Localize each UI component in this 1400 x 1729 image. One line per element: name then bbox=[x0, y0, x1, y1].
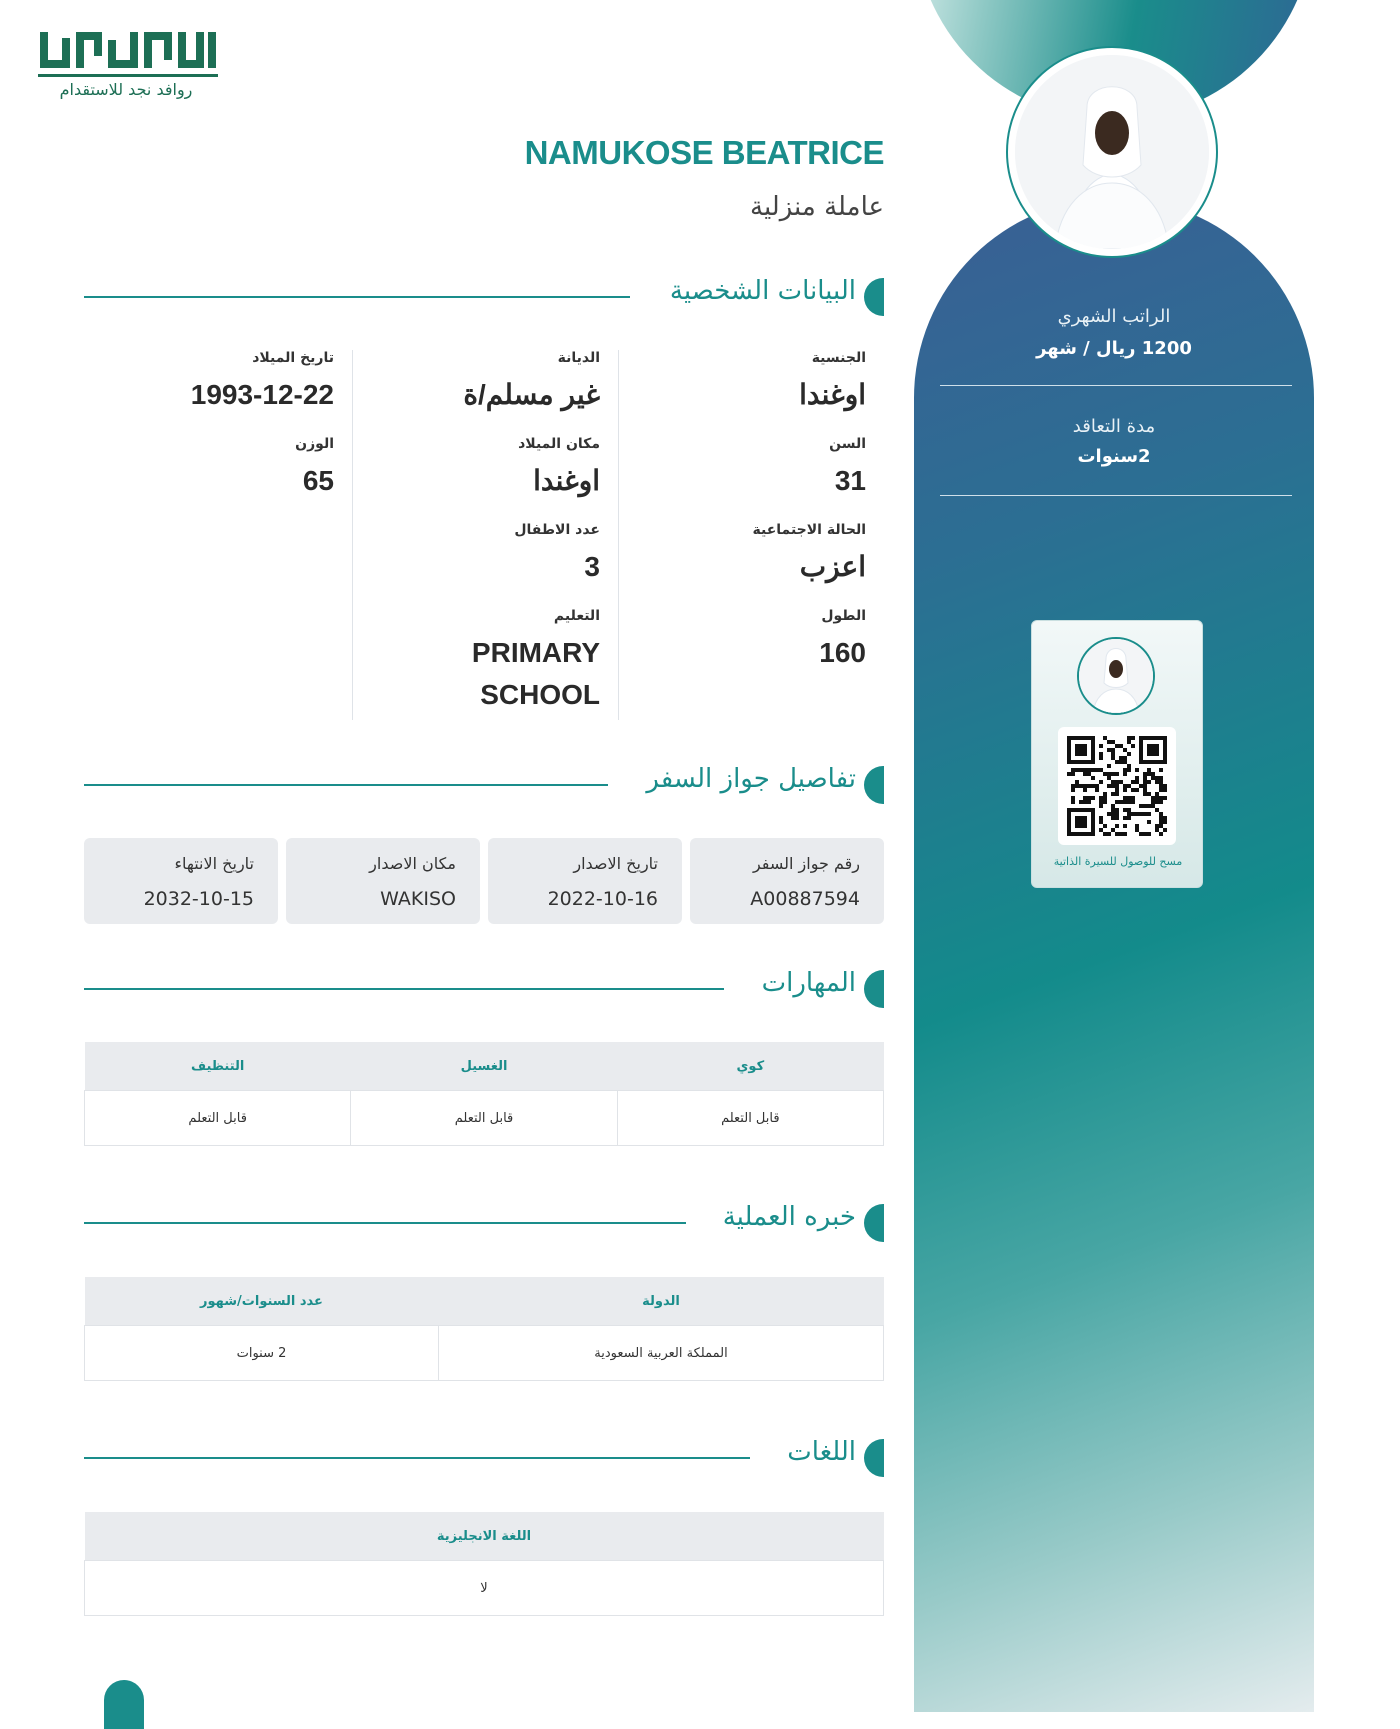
field-label: السن bbox=[829, 436, 866, 452]
field-value: PRIMARY SCHOOL bbox=[471, 637, 600, 710]
field-value: WAKISO bbox=[380, 888, 456, 910]
job-title: عاملة منزلية bbox=[750, 192, 884, 222]
table-header: عدد السنوات/شهور bbox=[85, 1277, 439, 1326]
contract-label: مدة التعاقد bbox=[1072, 416, 1156, 437]
section-title: اللغات bbox=[787, 1437, 856, 1467]
section-title: البيانات الشخصية bbox=[669, 276, 856, 306]
profile-photo bbox=[1015, 55, 1209, 249]
field-value: اوغندا bbox=[799, 379, 866, 410]
section-divider bbox=[84, 988, 724, 990]
field-value: 2022-10-16 bbox=[547, 888, 658, 910]
section-divider bbox=[84, 784, 608, 786]
field-value: اعزب bbox=[799, 551, 866, 582]
table-cell: 2 سنوات bbox=[85, 1326, 439, 1381]
field-marital-status bbox=[753, 522, 866, 588]
passport-issue-date-card bbox=[488, 838, 682, 924]
field-education bbox=[450, 608, 600, 716]
section-title: المهارات bbox=[761, 968, 856, 998]
field-label: تاريخ الاصدار bbox=[573, 854, 658, 873]
sidebar-divider bbox=[940, 495, 1292, 496]
field-label: الحالة الاجتماعية bbox=[752, 522, 866, 538]
section-divider bbox=[84, 296, 630, 298]
section-passport-heading bbox=[84, 764, 884, 806]
field-value: 1993-12-22 bbox=[190, 379, 334, 410]
personal-column-2 bbox=[352, 350, 619, 720]
field-value: 3 bbox=[584, 551, 600, 582]
qr-caption: مسح للوصول للسيرة الذاتية bbox=[1053, 855, 1183, 868]
field-label: الديانة bbox=[557, 350, 600, 366]
passport-number-card bbox=[690, 838, 884, 924]
table-cell: قابل التعلم bbox=[85, 1091, 351, 1146]
table-cell: قابل التعلم bbox=[351, 1091, 617, 1146]
table-row bbox=[85, 1326, 884, 1381]
field-age bbox=[829, 436, 866, 502]
contract-value: 2سنوات bbox=[1077, 446, 1151, 467]
field-label: التعليم bbox=[553, 608, 600, 624]
section-marker bbox=[864, 766, 884, 804]
field-label: الجنسية bbox=[811, 350, 866, 366]
personal-column-1 bbox=[618, 350, 884, 720]
table-header: كوي bbox=[617, 1042, 883, 1091]
section-experience-heading bbox=[84, 1202, 884, 1244]
table-row bbox=[85, 1091, 884, 1146]
languages-table bbox=[84, 1512, 884, 1616]
field-label: مكان الاصدار bbox=[369, 854, 456, 873]
sidebar-divider bbox=[940, 385, 1292, 386]
field-value: A00887594 bbox=[750, 888, 860, 910]
salary-label: الراتب الشهري bbox=[1057, 306, 1171, 327]
person-icon bbox=[1015, 55, 1209, 249]
personal-column-3 bbox=[86, 350, 353, 720]
field-label: رقم جواز السفر bbox=[752, 854, 860, 873]
section-divider bbox=[84, 1222, 686, 1224]
field-value: غير مسلم/ة bbox=[463, 379, 600, 410]
field-label: تاريخ الانتهاء bbox=[174, 854, 254, 873]
field-label: الوزن bbox=[295, 436, 334, 452]
field-label: عدد الاطفال bbox=[514, 522, 600, 538]
field-value: 2032-10-15 bbox=[143, 888, 254, 910]
qr-avatar bbox=[1077, 637, 1155, 715]
section-personal-heading bbox=[84, 276, 884, 318]
section-marker bbox=[864, 278, 884, 316]
person-icon bbox=[1079, 639, 1153, 713]
passport-expiry-card bbox=[84, 838, 278, 924]
skills-table bbox=[84, 1042, 884, 1146]
qr-code-icon bbox=[1058, 727, 1176, 845]
field-birthplace bbox=[518, 436, 600, 502]
company-logo-subtitle: روافد نجد للاستقدام bbox=[59, 80, 193, 99]
field-birthdate bbox=[191, 350, 334, 416]
table-header: الغسيل bbox=[351, 1042, 617, 1091]
section-marker bbox=[864, 1204, 884, 1242]
section-title: خبره العملية bbox=[722, 1202, 856, 1232]
field-value: 160 bbox=[819, 637, 866, 668]
field-weight bbox=[295, 436, 334, 502]
field-value: اوغندا bbox=[533, 465, 600, 496]
field-religion bbox=[463, 350, 600, 416]
table-header: التنظيف bbox=[85, 1042, 351, 1091]
table-header-row bbox=[85, 1042, 884, 1091]
experience-table bbox=[84, 1277, 884, 1381]
candidate-name: NAMUKOSE BEATRICE bbox=[524, 134, 884, 171]
section-skills-heading bbox=[84, 968, 884, 1010]
section-marker bbox=[864, 1439, 884, 1477]
section-marker bbox=[864, 970, 884, 1008]
section-divider bbox=[84, 1457, 750, 1459]
bottom-decoration bbox=[104, 1680, 144, 1729]
table-cell: المملكة العربية السعودية bbox=[439, 1326, 884, 1381]
field-height bbox=[819, 608, 866, 674]
table-header: اللغة الانجليزية bbox=[85, 1512, 884, 1561]
table-cell: لا bbox=[85, 1561, 884, 1616]
table-header-row bbox=[85, 1512, 884, 1561]
salary-value: 1200 ريال / شهر bbox=[1036, 338, 1192, 359]
field-label: مكان الميلاد bbox=[518, 436, 600, 452]
field-value: 65 bbox=[302, 465, 334, 496]
qr-code[interactable] bbox=[1058, 727, 1176, 845]
field-label: تاريخ الميلاد bbox=[252, 350, 334, 366]
field-nationality bbox=[799, 350, 866, 416]
table-row bbox=[85, 1561, 884, 1616]
section-languages-heading bbox=[84, 1437, 884, 1479]
section-title: تفاصيل جواز السفر bbox=[646, 764, 856, 794]
table-header: الدولة bbox=[439, 1277, 884, 1326]
field-label: الطول bbox=[821, 608, 866, 624]
table-header-row bbox=[85, 1277, 884, 1326]
field-children bbox=[514, 522, 600, 588]
table-cell: قابل التعلم bbox=[617, 1091, 883, 1146]
passport-issue-place-card bbox=[286, 838, 480, 924]
field-value: 31 bbox=[834, 465, 866, 496]
qr-card[interactable] bbox=[1031, 620, 1203, 888]
